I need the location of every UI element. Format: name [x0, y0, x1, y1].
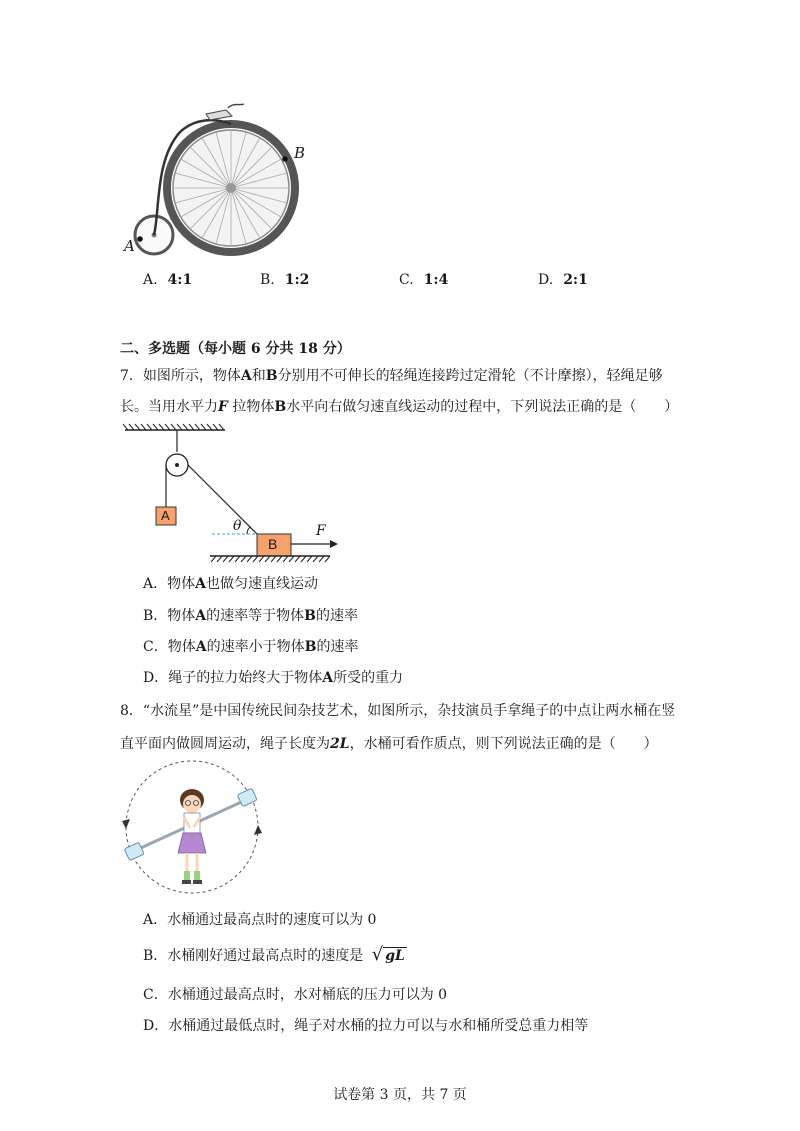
q7-line-2: 长。当用水平力F 拉物体B水平向右做匀速直线运动的过程中，下列说法正确的是（ ） — [120, 399, 679, 415]
q8-line-1: 8．“水流星”是中国传统民间杂技艺术，如图所示，杂技演员手拿绳子的中点让两水桶在竖 — [120, 703, 676, 719]
q8-option-b: B．水桶刚好通过最高点时的速度是 √ gL — [143, 944, 405, 965]
q6-option-a: A. 4:1 — [143, 272, 193, 288]
q8-line-2: 直平面内做圆周运动，绳子长度为2L，水桶可看作质点，则下列说法正确的是（ ） — [120, 736, 658, 752]
page-footer: 试卷第 3 页，共 7 页 — [333, 1087, 467, 1103]
label-b: B — [294, 144, 306, 162]
block-a-label: A — [161, 508, 170, 523]
block-b-label: B — [268, 536, 278, 552]
pulley-figure — [120, 420, 340, 565]
force-label: F — [316, 523, 326, 539]
q8-option-d: D．水桶通过最低点时，绳子对水桶的拉力可以与水和桶所受总重力相等 — [143, 1018, 589, 1034]
q7-line-1: 7．如图所示，物体A和B分别用不可伸长的轻绳连接跨过定滑轮（不计摩擦），轻绳足够 — [120, 368, 663, 384]
bicycle-figure — [110, 100, 310, 260]
q8-option-c: C．水桶通过最高点时，水对桶底的压力可以为 0 — [143, 987, 448, 1003]
q7-option-c: C．物体A的速率小于物体B的速率 — [143, 639, 359, 655]
label-a: A — [124, 237, 135, 255]
theta-label: θ — [233, 518, 242, 534]
q6-option-d: D. 2:1 — [538, 272, 588, 288]
q7-option-b: B．物体A的速率等于物体B的速率 — [143, 608, 359, 624]
q7-option-d: D．绳子的拉力始终大于物体A所受的重力 — [143, 670, 404, 686]
section-title: 二、多选题（每小题 6 分共 18 分） — [120, 341, 351, 357]
q8-option-a: A．水桶通过最高点时的速度可以为 0 — [143, 912, 377, 928]
q6-option-b: B. 1:2 — [260, 272, 310, 288]
sqrt-formula: √ gL — [371, 944, 405, 965]
water-meteor-figure — [120, 755, 270, 900]
q7-option-a: A．物体A也做匀速直线运动 — [143, 576, 318, 592]
q6-option-c: C. 1:4 — [399, 272, 449, 288]
